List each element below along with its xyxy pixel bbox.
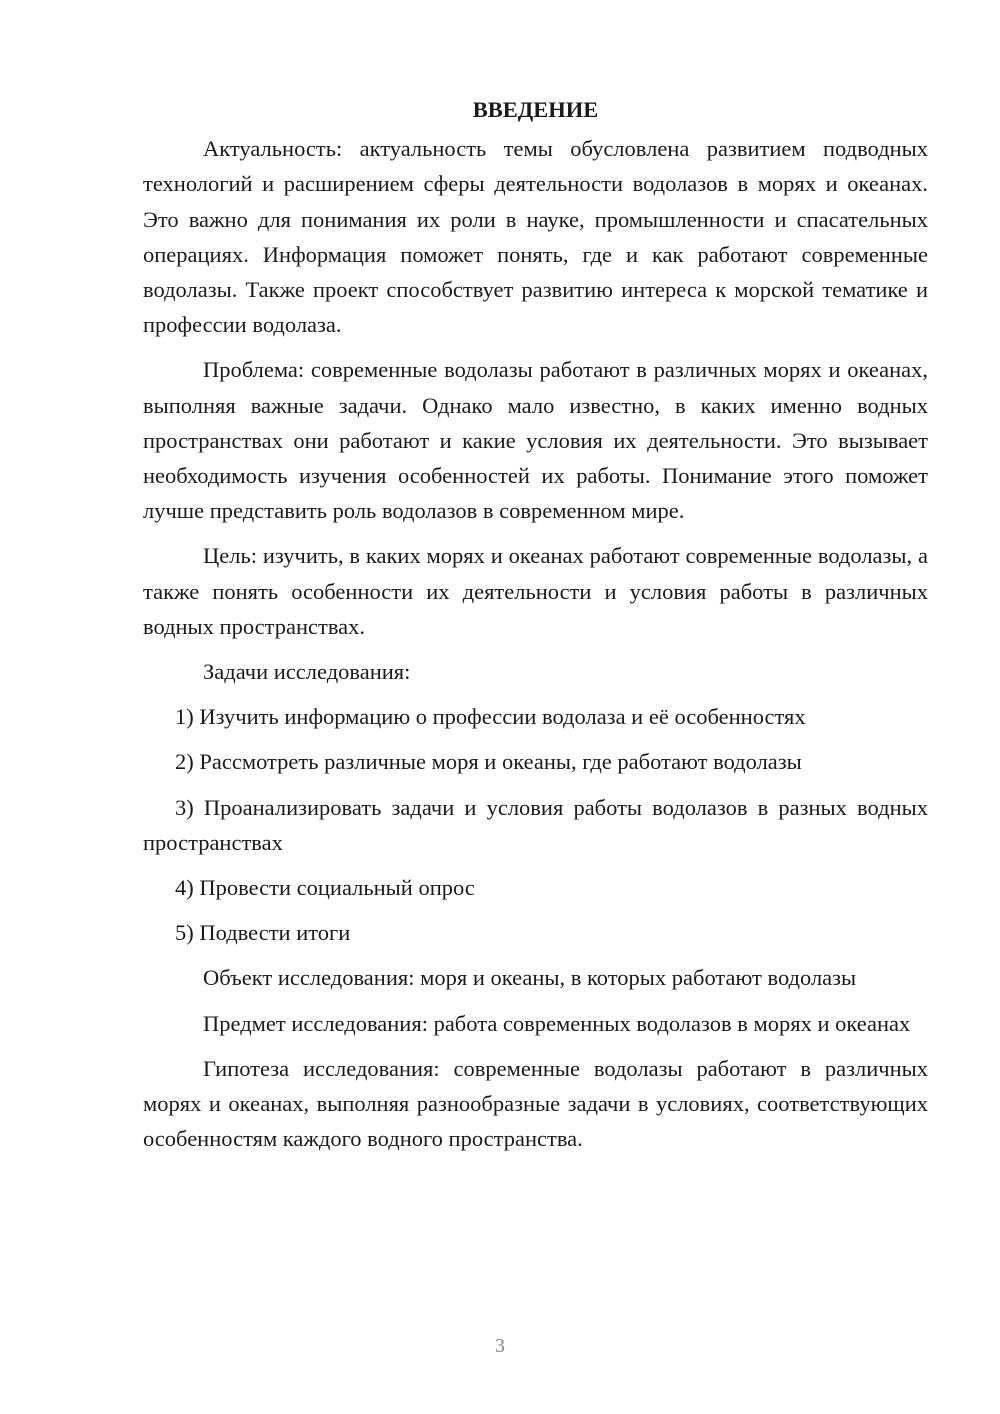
- paragraph-object: Объект исследования: моря и океаны, в которых работают водолазы: [203, 965, 857, 991]
- page-number: 3: [495, 1335, 505, 1357]
- section-title: ВВЕДЕНИЕ: [472, 97, 599, 122]
- paragraph-hypothesis: Гипотеза исследования: современные водолазы работают в различных морях и океанах, выполняя разнообразные задачи в условиях, соответствующих особенностям каждого водного пространства.: [143, 1055, 928, 1152]
- paragraph-relevance: Актуальность: актуальность темы обусловлена развитием подводных технологий и расширением сферы деятельности водолазов в морях и океанах. Это важно для понимания их роли в науке, промышленности и спасательных операциях. Информация поможет понять, где и как работают современные водолазы. Также проект способствует развитию интереса к морской тематике и профессии водолаза.: [143, 136, 928, 338]
- task-item: 1) Изучить информацию о профессии водолаза и её особенностях: [175, 704, 806, 730]
- paragraph-goal: Цель: изучить, в каких морях и океанах работают современные водолазы, а также понять особенности их деятельности и условия работы в различных водных пространствах.: [143, 543, 928, 639]
- task-item: 2) Рассмотреть различные моря и океаны, где работают водолазы: [175, 749, 802, 775]
- task-item: 4) Провести социальный опрос: [175, 875, 475, 901]
- task-item: 3) Проанализировать задачи и условия работы водолазов в разных водных пространствах: [143, 794, 928, 855]
- paragraph-subject: Предмет исследования: работа современных водолазов в морях и океанах: [203, 1010, 911, 1036]
- paragraph-problem: Проблема: современные водолазы работают в различных морях и океанах, выполняя важные задачи. Однако мало известно, в каких именно водных пространствах они работают и какие условия их деятельности. Это вызывает необходимость изучения особенностей их работы. Понимание этого поможет лучше представить роль водолазов в современном мире.: [143, 357, 928, 524]
- task-item: 5) Подвести итоги: [175, 920, 351, 946]
- tasks-heading: Задачи исследования:: [203, 659, 411, 685]
- page-content: [143, 92, 928, 1166]
